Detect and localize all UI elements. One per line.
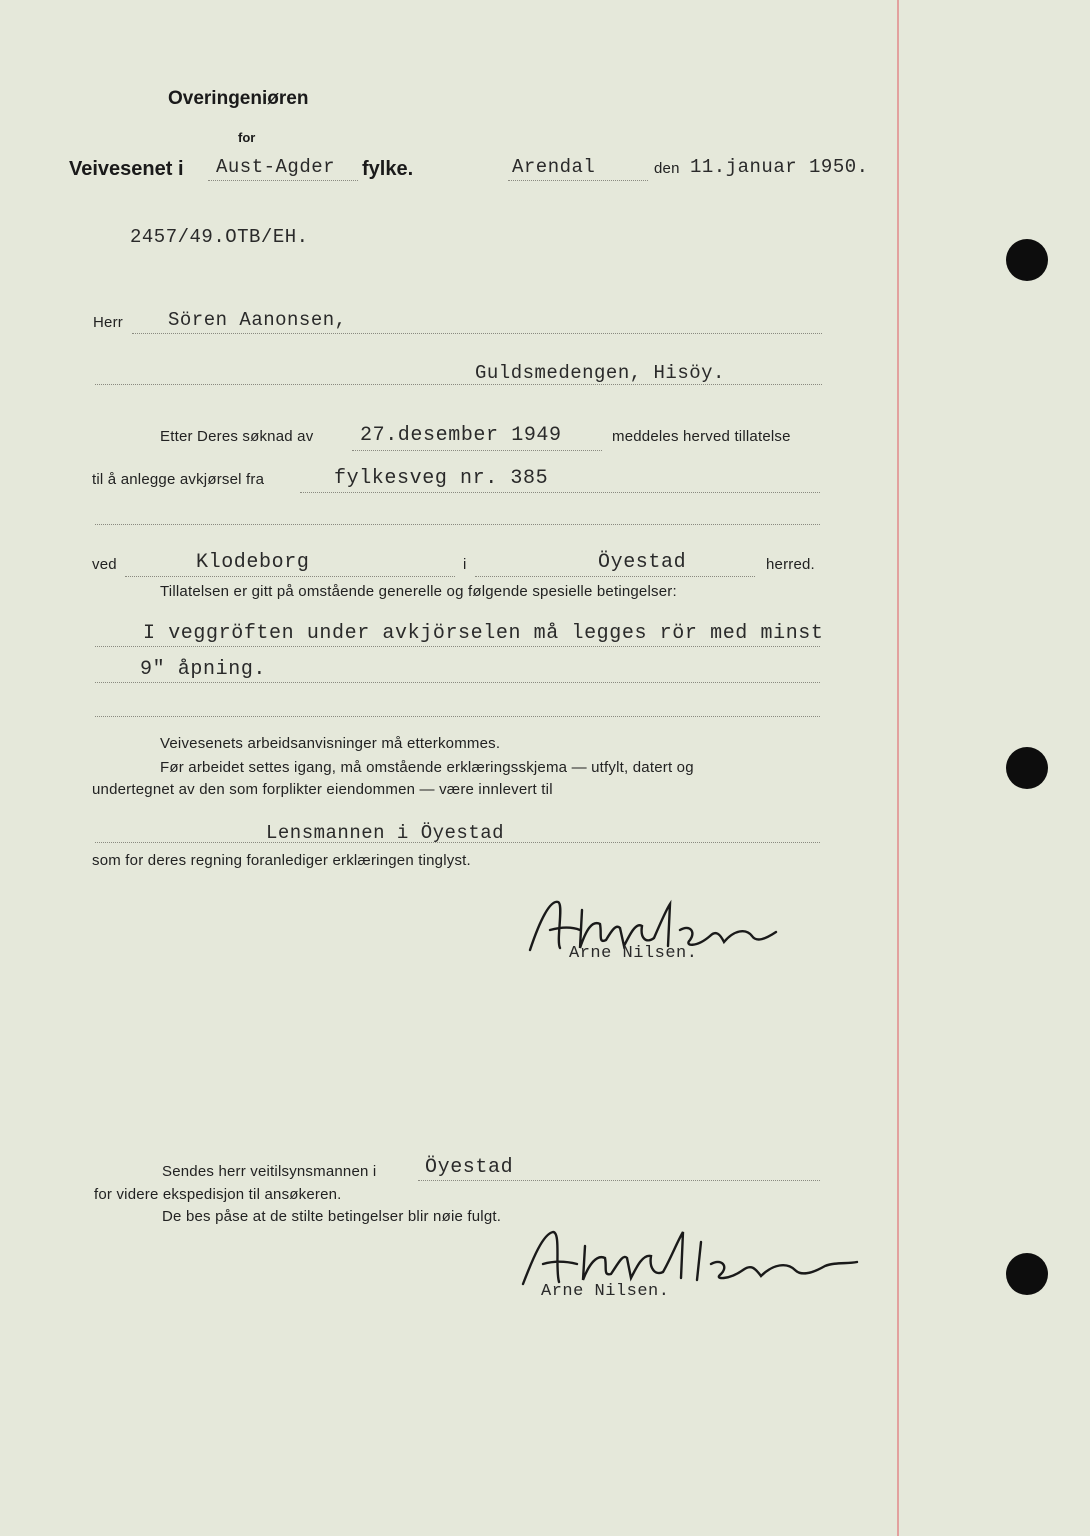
recipient-name: Sören Aanonsen, [168, 309, 347, 331]
send-line-2: for videre ekspedisjon til ansøkeren. [94, 1186, 342, 1203]
org-for: for [238, 130, 256, 145]
org-title: Overingeniøren [168, 88, 309, 109]
condition-line-1: I veggröften under avkjörselen må legges rör med minst [143, 622, 824, 645]
recipient-address: Guldsmedengen, Hisöy. [475, 362, 725, 384]
condition-dots-2 [95, 682, 820, 683]
herred-label: herred. [766, 556, 815, 573]
road-dots [300, 492, 820, 493]
application-dots [352, 450, 602, 451]
permit-prefix: til å anlegge avkjørsel fra [92, 471, 265, 488]
municipality-dots [475, 576, 755, 577]
condition-line-2: 9" åpning. [140, 658, 267, 681]
ved-label: ved [92, 556, 117, 573]
blank-line-dots [95, 524, 820, 525]
county-dots [208, 180, 358, 181]
send-line-3: De bes påse at de stilte betingelser blir nøie fulgt. [162, 1208, 502, 1225]
application-prefix: Etter Deres søknad av [160, 428, 314, 445]
signatory-1: Arne Nilsen. [569, 944, 698, 963]
punch-hole-top [1006, 239, 1048, 281]
salutation: Herr [93, 314, 123, 331]
location-value: Klodeborg [196, 551, 310, 574]
place-dots [508, 180, 648, 181]
instructions-line-4: som for deres regning foranlediger erklæringen tinglyst. [92, 852, 471, 869]
place-value: Arendal [512, 156, 596, 178]
deliver-to-dots [95, 842, 820, 843]
punch-hole-middle [1006, 747, 1048, 789]
recipient-dots [132, 333, 822, 334]
road-value: fylkesveg nr. 385 [334, 467, 549, 490]
send-to-value: Öyestad [425, 1156, 514, 1179]
reference-number: 2457/49.OTB/EH. [130, 226, 309, 248]
application-date: 27.desember 1949 [360, 424, 562, 447]
instructions-line-1: Veivesenets arbeidsanvisninger må etterkommes. [160, 735, 501, 752]
i-label: i [463, 556, 467, 573]
deliver-to-value: Lensmannen i Öyestad [266, 822, 505, 844]
location-dots [125, 576, 455, 577]
address-dots [95, 384, 822, 385]
letter-date: 11.januar 1950. [690, 156, 869, 178]
org-prefix: Veivesenet i [69, 158, 184, 180]
county-suffix: fylke. [362, 158, 414, 180]
municipality-value: Öyestad [598, 551, 687, 574]
margin-line [897, 0, 899, 1536]
signatory-2: Arne Nilsen. [541, 1282, 670, 1301]
condition-dots-3 [95, 716, 820, 717]
instructions-line-2: Før arbeidet settes igang, må omstående erklæringsskjema — utfylt, datert og [160, 759, 694, 776]
date-prefix: den [654, 160, 680, 177]
conditions-intro: Tillatelsen er gitt på omstående generelle og følgende spesielle betingelser: [160, 583, 677, 600]
condition-dots-1 [95, 646, 820, 647]
send-prefix: Sendes herr veitilsynsmannen i [162, 1163, 377, 1180]
county-value: Aust-Agder [216, 156, 336, 178]
punch-hole-bottom [1006, 1253, 1048, 1295]
application-suffix: meddeles herved tillatelse [612, 428, 791, 445]
instructions-line-3: undertegnet av den som forplikter eiendommen — være innlevert til [92, 781, 553, 798]
send-to-dots [418, 1180, 820, 1181]
